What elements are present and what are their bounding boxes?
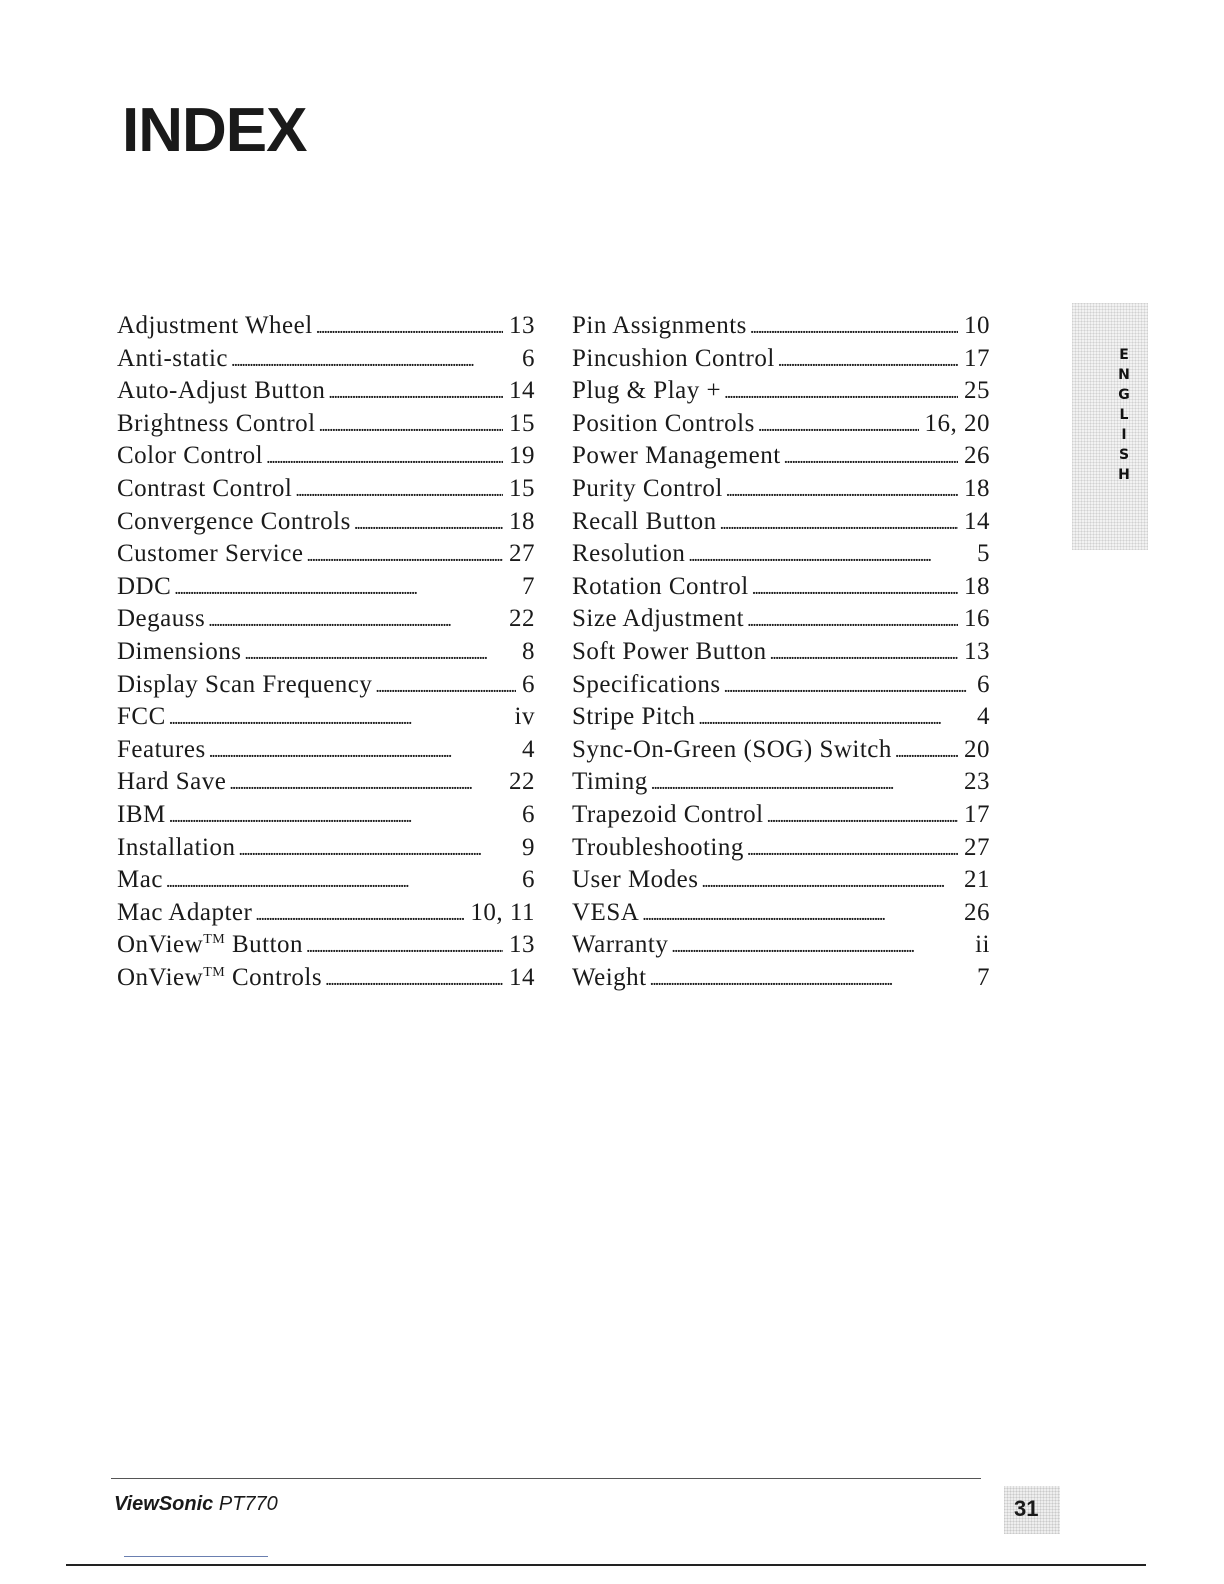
page-reference: 15 [509,409,535,437]
page-reference: 17 [964,800,990,828]
dot-leader [244,637,516,669]
dot-leader [169,800,516,832]
language-tab-letter: H [1118,467,1130,483]
dot-leader [316,311,503,343]
page-reference: 5 [977,540,990,568]
page-reference: 18 [964,572,990,600]
index-column-right [572,310,990,994]
dot-leader [784,441,958,473]
index-term: Convergence Controls [117,507,351,535]
page-reference: 14 [509,963,535,991]
index-term: Power Management [572,442,781,470]
index-term: IBM [117,800,166,828]
language-tab-letters [1072,345,1148,485]
page-reference: 13 [509,931,535,959]
page-reference: 17 [964,344,990,372]
index-term: FCC [117,703,166,731]
index-term: Adjustment Wheel [117,312,313,339]
page-reference: iv [514,703,535,731]
dot-leader [166,865,516,897]
dot-leader [328,376,503,408]
page-reference: 8 [522,637,535,665]
index-entry [572,832,990,865]
index-entry [117,473,535,506]
dot-leader [325,963,503,995]
dot-leader [266,441,503,473]
page-reference: 27 [964,833,990,861]
index-entry [117,929,535,962]
dot-leader [169,702,509,734]
index-term: VESA [572,898,640,926]
dot-leader [778,344,958,376]
index-entry [117,897,535,930]
dot-leader [651,767,958,799]
dot-leader [671,930,969,962]
dot-leader [747,604,958,636]
page-reference: 16 [964,605,990,633]
index-entry [572,669,990,702]
index-term: Mac Adapter [117,898,253,926]
index-term: Brightness Control [117,409,316,437]
index-entry [117,571,535,604]
index-entry [117,538,535,571]
index-entry [572,310,990,343]
index-entry [572,701,990,734]
language-tab-letter: G [1118,387,1130,403]
index-term: Stripe Pitch [572,703,696,731]
index-term: Specifications [572,670,721,698]
index-term: Soft Power Button [572,637,767,665]
page-reference: 6 [522,800,535,828]
index-entry [572,897,990,930]
page-reference: 6 [522,670,535,698]
dot-leader [747,833,958,865]
dot-leader [174,572,516,604]
index-entry [572,375,990,408]
bottom-page-edge [66,1564,1146,1566]
index-entry [572,571,990,604]
index-entry [572,538,990,571]
index-entry [572,864,990,897]
dot-leader [375,670,516,702]
dot-leader [238,833,516,865]
footer-product-name [114,1493,278,1516]
index-entry [117,375,535,408]
dot-leader [650,963,971,995]
index-entry [572,799,990,832]
index-entry [572,962,990,995]
index-term: DDC [117,572,172,600]
language-tab-letter: E [1119,347,1129,363]
index-term: Resolution [572,540,686,568]
index-entry [572,603,990,636]
index-term: Customer Service [117,540,304,568]
trademark-mark: TM [203,964,226,980]
index-entry [572,766,990,799]
index-entry [117,343,535,376]
bottom-accent-line [124,1556,268,1557]
index-entry [572,734,990,767]
page-reference: 19 [509,442,535,470]
page-reference: 6 [522,866,535,894]
dot-leader [770,637,958,669]
index-entry [117,440,535,473]
index-entry [117,766,535,799]
index-term: Pincushion Control [572,344,775,372]
index-term: Anti-static [117,344,229,372]
index-term: Weight [572,963,647,991]
index-entry [117,506,535,539]
page-reference: 10 [964,312,990,339]
index-term: Warranty [572,931,669,959]
page-reference: 10, 11 [470,898,535,926]
index-term: Rotation Control [572,572,749,600]
index-entry [572,636,990,669]
index-term: Color Control [117,442,264,470]
index-term: Size Adjustment [572,605,745,633]
index-term: Trapezoid Control [572,800,764,828]
page-reference: 16, 20 [924,409,990,437]
index-term: Recall Button [572,507,717,535]
dot-leader [895,735,958,767]
dot-leader [720,507,958,539]
index-entry [117,864,535,897]
index-term: Degauss [117,605,206,633]
index-term: Dimensions [117,637,242,665]
page-reference: 26 [964,442,990,470]
index-entry [572,473,990,506]
dot-leader [688,539,971,571]
page-reference: 7 [522,572,535,600]
dot-leader [702,865,958,897]
dot-leader [231,344,516,376]
dot-leader [255,898,464,930]
index-term: Timing [572,768,648,796]
page-reference: 26 [964,898,990,926]
page-number: 31 [1014,1496,1039,1521]
page-reference: 25 [964,377,990,405]
page-reference: 15 [509,474,535,502]
index-entry [117,408,535,441]
footer-divider [111,1478,981,1479]
index-term: Position Controls [572,409,755,437]
dot-leader [319,409,503,441]
language-tab-letter: S [1118,447,1130,463]
page-reference: 21 [964,866,990,894]
page-reference: 13 [964,637,990,665]
dot-leader [758,409,919,441]
dot-leader [229,767,503,799]
index-term: Features [117,735,206,763]
dot-leader [306,930,503,962]
page-reference: 9 [522,833,535,861]
dot-leader [750,311,958,343]
footer-brand: ViewSonic [114,1493,214,1515]
page-reference: 13 [509,312,535,339]
page-reference: 22 [509,605,535,633]
index-entry [117,636,535,669]
index-term: OnView™ Controls [117,963,323,991]
index-term: Auto-Adjust Button [117,377,326,405]
index-entry [117,799,535,832]
page-reference: 27 [509,540,535,568]
index-term: Hard Save [117,768,227,796]
dot-leader [724,670,971,702]
index-term: Purity Control [572,474,723,502]
page-reference: 6 [522,344,535,372]
dot-leader [295,474,503,506]
index-entry [572,506,990,539]
index-term: Installation [117,833,236,861]
page-reference: 14 [509,377,535,405]
dot-leader [354,507,503,539]
page-reference: 18 [509,507,535,535]
index-term: Plug & Play + [572,377,722,405]
page-number-box [1004,1486,1060,1534]
dot-leader [306,539,503,571]
language-tab-letter: I [1121,427,1127,443]
dot-leader [767,800,958,832]
trademark-mark: TM [203,932,226,948]
index-entry [117,603,535,636]
index-entry [117,701,535,734]
index-term: OnView™ Button [117,931,304,959]
index-entry [117,310,535,343]
page-title: INDEX [122,96,307,165]
dot-leader [698,702,971,734]
page-reference: 22 [509,768,535,796]
index-term: Troubleshooting [572,833,744,861]
index-term: Pin Assignments [572,312,747,339]
index-entry [117,832,535,865]
page-reference: 4 [977,703,990,731]
index-entry [117,962,535,995]
index-entry [572,929,990,962]
dot-leader [724,376,958,408]
index-term: Contrast Control [117,474,293,502]
index-entry [117,669,535,702]
dot-leader [752,572,958,604]
index-entry [572,440,990,473]
dot-leader [726,474,958,506]
index-term: User Modes [572,866,699,894]
dot-leader [209,735,516,767]
page-reference: 7 [977,963,990,991]
page-reference: 18 [964,474,990,502]
index-term: Display Scan Frequency [117,670,373,698]
language-tab-letter: N [1118,367,1130,383]
index-term: Mac [117,866,163,894]
page-reference: 6 [977,670,990,698]
index-term: Sync-On-Green (SOG) Switch [572,735,892,763]
page-reference: ii [975,931,990,959]
page-reference: 4 [522,735,535,763]
page-reference: 23 [964,768,990,796]
language-tab-letter: L [1119,407,1129,423]
index-column-left [117,310,535,994]
index-entry [572,343,990,376]
index-entry [572,408,990,441]
language-tab [1072,303,1148,550]
page-reference: 14 [964,507,990,535]
footer-model: PT770 [213,1493,278,1515]
dot-leader [642,898,958,930]
page-reference: 20 [964,735,990,763]
index-entry [117,734,535,767]
dot-leader [208,604,503,636]
